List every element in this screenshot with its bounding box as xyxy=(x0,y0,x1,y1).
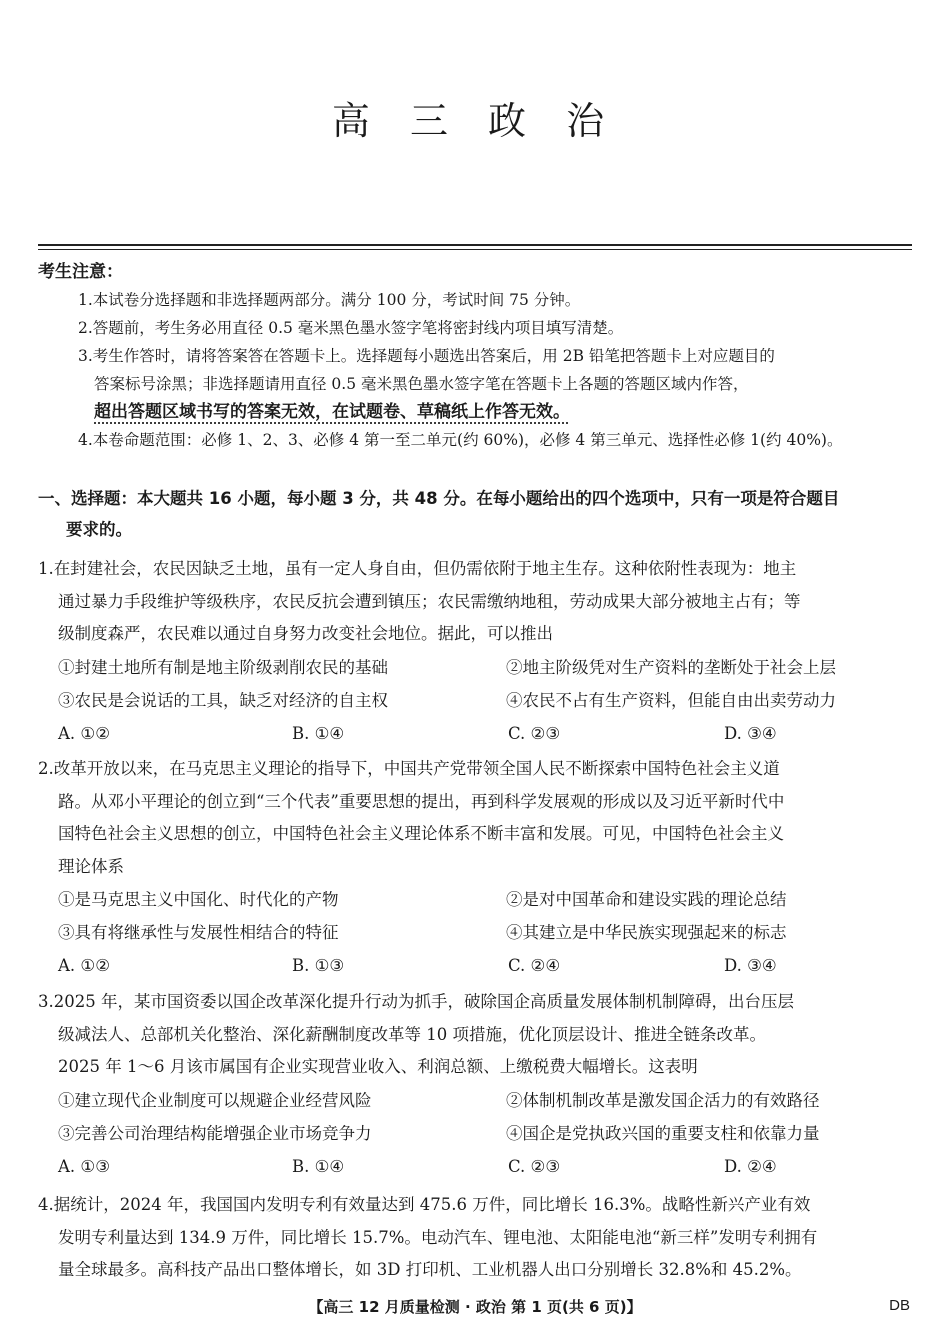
question-stem-line: 4.据统计，2024 年，我国国内发明专利有效量达到 475.6 万件，同比增长 16.3%。战略性新兴产业有效 xyxy=(38,1195,811,1214)
section-heading xyxy=(38,483,918,545)
statement-row xyxy=(38,684,918,717)
statement: ①封建土地所有制是地主阶级剥削农民的基础 xyxy=(58,657,388,677)
statement-row xyxy=(38,883,918,916)
answer-option-b: B. ①④ xyxy=(292,1156,345,1176)
section-heading-line: 一、选择题：本大题共 16 小题，每小题 3 分，共 48 分。在每小题给出的四个选项中，只有一项是符合题目 xyxy=(38,489,840,508)
answer-option-d: D. ③④ xyxy=(724,956,777,975)
question-stem-line: 级制度森严，农民难以通过自身努力改变社会地位。据此，可以推出 xyxy=(58,624,553,643)
notice-list xyxy=(78,286,918,454)
page-title: 高 三 政 治 xyxy=(331,99,619,143)
question-stem-line: 通过暴力手段维护等级秩序，农民反抗会遭到镇压；农民需缴纳地租，劳动成果大部分被地主占有；等 xyxy=(58,591,801,611)
question-stem-line: 路。从邓小平理论的创立到“三个代表”重要思想的提出，再到科学发展观的形成以及习近平新时代中 xyxy=(58,791,785,811)
answer-option-a: A. ①② xyxy=(58,723,110,743)
question-stem-line: 2025 年 1～6 月该市属国有企业实现营业收入、利润总额、上缴税费大幅增长。这表明 xyxy=(58,1057,698,1076)
notice-item: 答案标号涂黑；非选择题请用直径 0.5 毫米黑色墨水签字笔在答题卡上各题的答题区域内作答， xyxy=(94,375,749,393)
answer-option-b: B. ①④ xyxy=(292,723,345,743)
answer-option-a: A. ①② xyxy=(58,956,110,975)
statement: ④其建立是中华民族实现强起来的标志 xyxy=(506,923,787,942)
statement: ④农民不占有生产资料，但能自由出卖劳动力 xyxy=(506,690,836,710)
answer-option-c: C. ②③ xyxy=(508,723,561,743)
question-stem-line: 1.在封建社会，农民因缺乏土地，虽有一定人身自由，但仍需依附于地主生存。这种依附性表现为：地主 xyxy=(38,559,797,578)
section-heading-line: 要求的。 xyxy=(66,520,132,539)
footer-code: DB xyxy=(889,1297,910,1314)
answer-option-c: C. ②③ xyxy=(508,1156,561,1176)
notice-item: 1.本试卷分选择题和非选择题两部分。满分 100 分，考试时间 75 分钟。 xyxy=(78,291,581,309)
statement: ③农民是会说话的工具，缺乏对经济的自主权 xyxy=(58,690,388,710)
answer-option-a: A. ①③ xyxy=(58,1156,110,1176)
statement: ②是对中国革命和建设实践的理论总结 xyxy=(506,890,787,909)
question-stem-line: 理论体系 xyxy=(58,856,124,876)
question-stem-line: 2.改革开放以来，在马克思主义理论的指导下，中国共产党带领全国人民不断探索中国特色社会主义道 xyxy=(38,759,780,778)
statement: ①是马克思主义中国化、时代化的产物 xyxy=(58,890,339,909)
question-stem-line: 发明专利量达到 134.9 万件，同比增长 15.7%。电动汽车、锂电池、太阳能电池“新三样”发明专利拥有 xyxy=(58,1227,818,1247)
question-2 xyxy=(38,753,918,982)
question-stem-line: 量全球最多。高科技产品出口整体增长，如 3D 打印机、工业机器人出口分别增长 32.8%和 45.2%。 xyxy=(58,1260,802,1279)
statement: ①建立现代企业制度可以规避企业经营风险 xyxy=(58,1090,372,1110)
answer-row xyxy=(38,1150,918,1183)
statement: ②体制机制改革是激发国企活力的有效路径 xyxy=(506,1090,820,1110)
statement: ④国企是党执政兴国的重要支柱和依靠力量 xyxy=(506,1123,820,1143)
question-3 xyxy=(38,986,918,1183)
question-4 xyxy=(38,1189,918,1287)
statement: ③完善公司治理结构能增强企业市场竞争力 xyxy=(58,1123,372,1143)
answer-row xyxy=(38,717,918,750)
notice-item: 2.答题前，考生务必用直径 0.5 毫米黑色墨水签字笔将密封线内项目填写清楚。 xyxy=(78,319,624,337)
answer-row xyxy=(38,949,918,982)
statement-row xyxy=(38,1117,918,1150)
statement: ③具有将继承性与发展性相结合的特征 xyxy=(58,923,339,942)
notice-item: 3.考生作答时，请将答案答在答题卡上。选择题每小题选出答案后，用 2B 铅笔把答题卡上对应题目的 xyxy=(78,347,775,365)
notice-heading: 考生注意： xyxy=(38,262,123,282)
notice-item-emphasis xyxy=(78,398,918,426)
header-rule-thin xyxy=(38,249,912,250)
statement: ②地主阶级凭对生产资料的垄断处于社会上层 xyxy=(506,657,836,677)
question-stem-line: 级减法人、总部机关化整治、深化薪酬制度改革等 10 项措施，优化顶层设计、推进全链条改革。 xyxy=(58,1024,766,1044)
question-stem-line: 3.2025 年，某市国资委以国企改革深化提升行动为抓手，破除国企高质量发展体制机制障碍，出台压层 xyxy=(38,992,794,1011)
notice-item: 4.本卷命题范围：必修 1、2、3、必修 4 第一至二单元(约 60%)，必修 4 第三单元、选择性必修 1(约 40%)。 xyxy=(78,431,843,449)
statement-row xyxy=(38,916,918,949)
header-rule-thick xyxy=(38,244,912,246)
notice-emphasis-text: 超出答题区域书写的答案无效，在试题卷、草稿纸上作答无效。 xyxy=(94,402,570,422)
statement-row xyxy=(38,1084,918,1117)
answer-option-d: D. ②④ xyxy=(724,1156,777,1176)
answer-option-b: B. ①③ xyxy=(292,956,345,975)
statement-row xyxy=(38,651,918,684)
page-footer: 【高三 12 月质量检测 · 政治 第 1 页(共 6 页)】 xyxy=(308,1298,642,1316)
answer-option-d: D. ③④ xyxy=(724,723,777,743)
question-stem-line: 国特色社会主义思想的创立，中国特色社会主义理论体系不断丰富和发展。可见，中国特色社会主义 xyxy=(58,824,784,843)
answer-option-c: C. ②④ xyxy=(508,956,561,975)
question-1 xyxy=(38,553,918,750)
